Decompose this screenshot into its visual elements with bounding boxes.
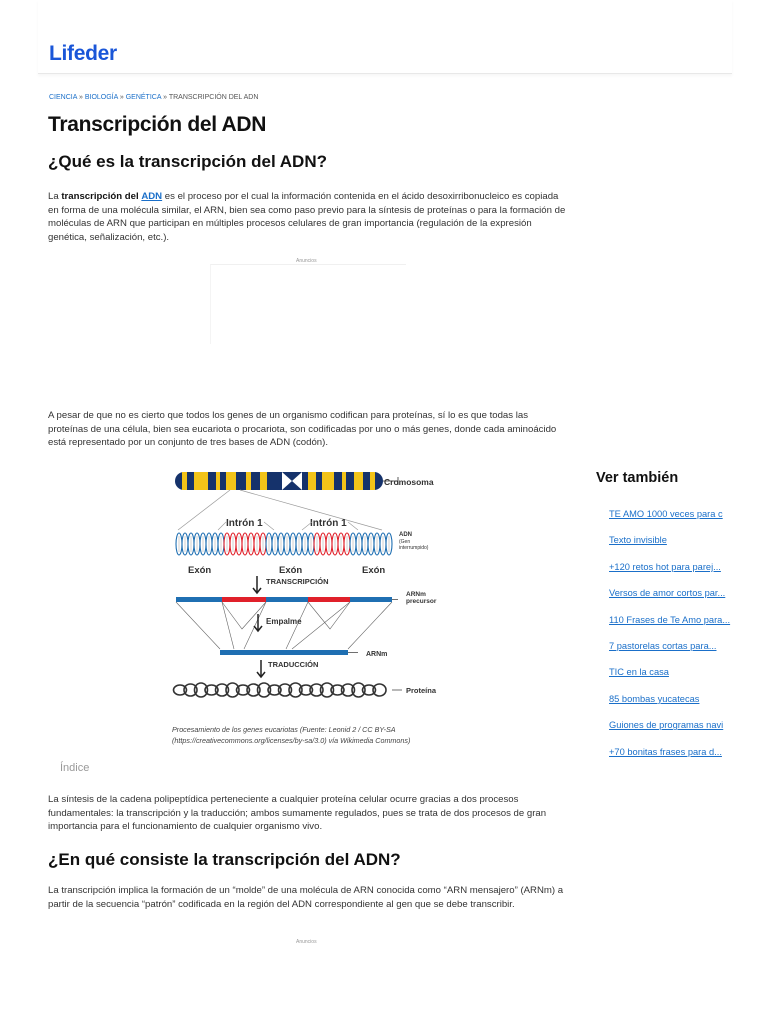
list-item: [609, 720, 733, 746]
label-traduccion: TRADUCCIÓN: [268, 660, 319, 669]
list-item: [609, 667, 733, 693]
list-item: [609, 747, 733, 773]
table-of-contents-toggle[interactable]: Índice: [60, 762, 90, 774]
pre-mrna-intron-1: [222, 597, 266, 602]
label-transcripcion: TRANSCRIPCIÓN: [266, 577, 329, 586]
pre-mrna-intron-2: [308, 597, 350, 602]
adn-link[interactable]: ADN: [141, 191, 163, 202]
label-exon-1: Exón: [188, 565, 212, 576]
breadcrumb-separator: »: [163, 94, 167, 101]
site-header: [38, 0, 732, 74]
label-intron-1: Intrón 1: [226, 518, 263, 529]
arrow-down-icon: [253, 576, 261, 593]
related-link-8[interactable]: 85 bombas yucatecas: [609, 693, 700, 704]
list-item: [609, 694, 733, 720]
related-link-7[interactable]: TIC en la casa: [609, 667, 669, 678]
section-heading-que-es: ¿Qué es la transcripción del ADN?: [48, 152, 327, 171]
label-proteina: Proteína: [406, 686, 437, 695]
list-item: [609, 641, 733, 667]
label-exon-3: Exón: [362, 565, 386, 576]
pre-mrna-exon-2: [266, 597, 308, 602]
caption-line-2: (https://creativecommons.org/licenses/by-sa/3.0) vía Wikimedia Commons): [172, 736, 411, 745]
paragraph-intro: [48, 190, 568, 244]
site-logo[interactable]: Lifeder: [49, 42, 117, 65]
caption-line-1: Procesamiento de los genes eucariotas (Fuente: Leonid 2 / CC BY-SA: [172, 725, 396, 734]
mature-mrna: [220, 650, 348, 655]
bold-term: transcripción del: [61, 191, 139, 202]
page-title: Transcripción del ADN: [48, 113, 267, 136]
section-heading-en-que-consiste: ¿En qué consiste la transcripción del ADN?: [48, 850, 401, 869]
label-adn-interrumpido: interrumpido): [399, 545, 429, 551]
list-item: [609, 509, 733, 535]
list-item: [609, 588, 733, 614]
related-link-10[interactable]: +70 bonitas frases para d...: [609, 746, 722, 757]
list-item: [609, 535, 733, 561]
breadcrumb-separator: »: [119, 94, 124, 101]
pre-mrna-exon-1: [176, 597, 222, 602]
figure-caption: [172, 724, 472, 746]
label-adn: ADN: [399, 532, 412, 538]
label-arnm-precursor: ARNm: [406, 591, 426, 598]
breadcrumb-link-biologia[interactable]: BIOLOGÍA: [84, 94, 118, 101]
protein-chain: [174, 683, 387, 697]
ad-slot[interactable]: [210, 264, 406, 344]
chromosome-illustration: [175, 472, 398, 530]
pre-mrna-exon-3: [350, 597, 392, 602]
ad-label: Anuncios: [296, 258, 317, 264]
label-arnm: ARNm: [366, 651, 388, 658]
sidebar-related-list: [609, 509, 733, 773]
related-link-2[interactable]: Texto invisible: [609, 535, 667, 546]
related-link-9[interactable]: Guiones de programas navi: [609, 720, 724, 731]
breadcrumb-separator: »: [78, 94, 83, 101]
dna-helix: [176, 533, 392, 555]
related-link-3[interactable]: +120 retos hot para parej...: [609, 561, 721, 572]
breadcrumb: [49, 94, 258, 101]
related-link-1[interactable]: TE AMO 1000 veces para c: [609, 509, 723, 519]
label-empalme: Empalme: [266, 617, 302, 626]
paragraph-transcripcion: La transcripción implica la formación de un “molde” de una molécula de ARN conocida como “ARN mensajero” (ARNm) a partir de la secuencia “patrón” codificada en la región del ADN correspondiente al gen que se debe transcribir.: [48, 885, 564, 910]
list-item: [609, 562, 733, 588]
list-item: [609, 615, 733, 641]
sidebar-title: Ver también: [596, 470, 679, 486]
gene-processing-diagram: [170, 464, 470, 714]
related-link-5[interactable]: 110 Frases de Te Amo para...: [609, 614, 731, 625]
label-arnm-precursor-2: precursor: [406, 598, 437, 605]
label-cromosoma: Cromosoma: [384, 477, 434, 487]
breadcrumb-link-genetica[interactable]: GENÉTICA: [125, 94, 162, 101]
label-adn-gen: (Gen: [399, 539, 411, 545]
breadcrumb-current: TRANSCRIPCIÓN DEL ADN: [168, 94, 259, 101]
paragraph-text: La: [48, 191, 62, 202]
label-exon-2: Exón: [279, 565, 303, 576]
paragraph-text: es el proceso por el cual la información contenida en el ácido desoxirribonucleico es copiada en forma de una molécula similar, el ARN, bien sea como paso previo para la síntesis de proteínas o para la formación de moléculas de ARN que participan en múltiples procesos celulares de gran importancia (regulación de la expresión genética, señalización, etc.).: [48, 191, 566, 243]
related-link-6[interactable]: 7 pastorelas cortas para...: [609, 640, 717, 651]
paragraph-sintesis: La síntesis de la cadena polipeptídica perteneciente a cualquier proteína celular ocurre gracias a dos procesos fundamentales: la transcripción y la traducción; ambos sumamente regulados, pues se trata de dos procesos de gran importancia para el funcionamiento de cualquier organismo vivo.: [48, 794, 547, 833]
arrow-down-icon: [257, 660, 265, 677]
related-link-4[interactable]: Versos de amor cortos par...: [609, 588, 726, 599]
ad-label: Anuncios: [296, 939, 317, 945]
paragraph-genes: A pesar de que no es cierto que todos los genes de un organismo codifican para proteínas, sí lo es que todas las proteínas de una célula, bien sea eucariota o procariota, son codificadas por uno o más genes, donde cada aminoácido está representado por un conjunto de tres bases de ADN (codón).: [48, 410, 557, 449]
breadcrumb-link-ciencia[interactable]: CIENCIA: [49, 94, 78, 101]
label-intron-1-b: Intrón 1: [310, 518, 347, 529]
arrow-down-icon: [254, 614, 262, 631]
